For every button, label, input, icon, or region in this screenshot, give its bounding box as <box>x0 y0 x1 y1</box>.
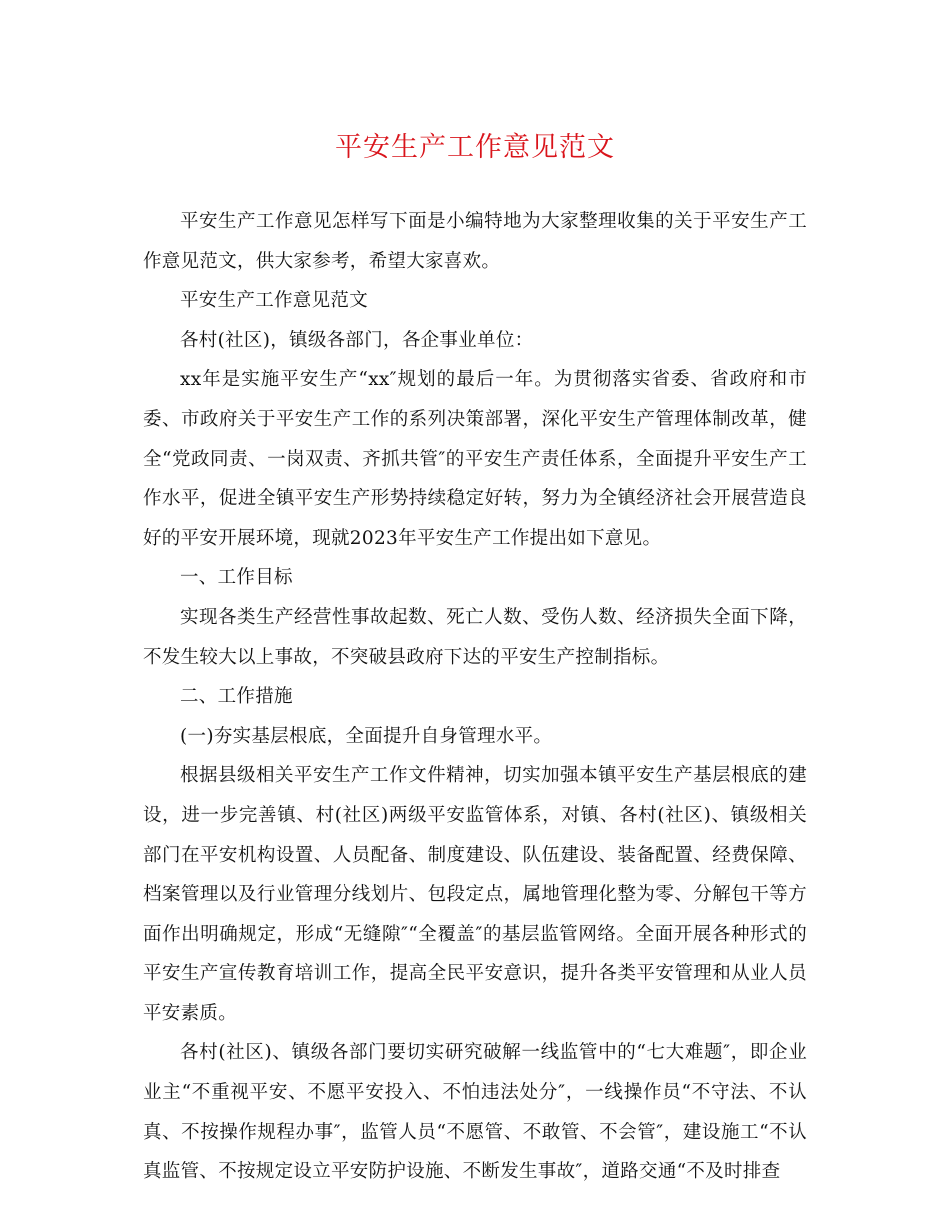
paragraph: 各村(社区)，镇级各部门，各企事业单位： <box>180 329 534 351</box>
paragraph: 根据县级相关平安生产工作文件精神，切实加强本镇平安生产基层根底的建设，进一步完善镇、村(社区)两级平安监管体系，对镇、各村(社区)、镇级相关部门在平安机构设置、人员配备、制度建设、队伍建设、装备配置、经费保障、档案管理以及行业管理分线划片、包段定点，属地管理化整为零、分解包干等方面作出明确规定，形成“无缝隙″“全覆盖″的基层监管网络。全面开展各种形式的平安生产宣传教育培训工作，提高全民平安意识，提升各类平安管理和从业人员平安素质。 <box>143 765 807 1024</box>
paragraph: 平安生产工作意见怎样写下面是小编特地为大家整理收集的关于平安生产工作意见范文，供大家参考，希望大家喜欢。 <box>143 211 807 272</box>
paragraph: xx年是实施平安生产“xx″规划的最后一年。为贯彻落实省委、省政府和市委、市政府关于平安生产工作的系列决策部署，深化平安生产管理体制改革，健全“党政同责、一岗双责、齐抓共管″的平安生产责任体系，全面提升平安生产工作水平，促进全镇平安生产形势持续稳定好转，努力为全镇经济社会开展营造良好的平安开展环境，现就2023年平安生产工作提出如下意见。 <box>143 369 807 549</box>
section-heading: 二、工作措施 <box>180 686 293 708</box>
paragraph: 各村(社区)、镇级各部门要切实研究破解一线监管中的“七大难题″，即企业业主“不重视平安、不愿平安投入、不怕违法处分″，一线操作员“不守法、不认真、不按操作规程办事″，监管人员“不愿管、不敢管、不会管″，建设施工“不认真监管、不按规定设立平安防护设施、不断发生事故″，道路交通“不及时排查 <box>143 1042 807 1183</box>
section-heading: 一、工作目标 <box>180 567 293 589</box>
subsection-heading: (一)夯实基层根底，全面提升自身管理水平。 <box>180 725 553 747</box>
paragraph: 实现各类生产经营性事故起数、死亡人数、受伤人数、经济损失全面下降，不发生较大以上事故，不突破县政府下达的平安生产控制指标。 <box>143 606 807 668</box>
document-title: 平安生产工作意见范文 <box>335 132 615 163</box>
document-body <box>143 202 807 1192</box>
paragraph: 平安生产工作意见范文 <box>180 290 369 312</box>
